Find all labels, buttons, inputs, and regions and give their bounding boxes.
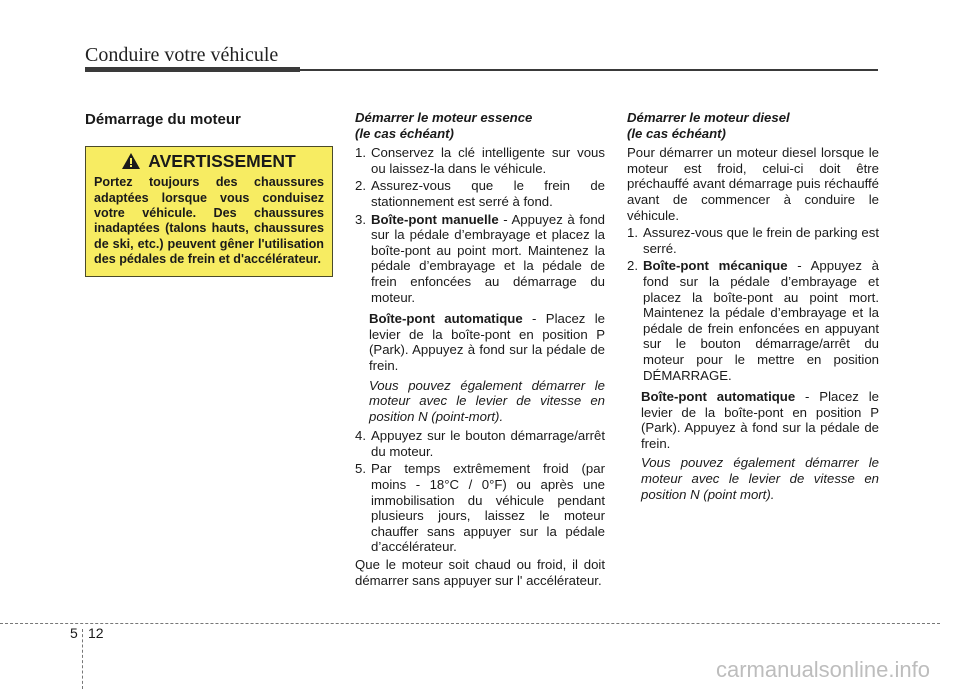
header-rule-thin: [300, 69, 878, 71]
section-title: Démarrage du moteur: [85, 111, 241, 128]
step-number: 2.: [355, 178, 366, 194]
gasoline-subtitle: [355, 110, 605, 141]
list-item: [355, 178, 605, 209]
column-middle: [355, 110, 605, 590]
page-number: 12: [88, 625, 104, 641]
automatic-note: Vous pouvez également démarrer le moteur avec le levier de vitesse en position N (point-mort).: [369, 377, 605, 424]
list-item: [355, 461, 605, 555]
warning-text: Portez toujours des chaussures adaptées lorsque vous conduisez votre véhicule. Des chaussures inadaptées (talons hauts, chaussures de ski, etc.) peuvent gêner l'utilisation des pédales de frein et d'accélérateur.: [94, 175, 324, 267]
automatic-text: - Placez le levier de la boîte-pont en position P (Park). Appuyez à fond sur la pédale de frein.: [369, 311, 606, 373]
step-text: [371, 212, 605, 306]
step-body: - Appuyez à fond sur la pédale d’embrayage et placez la boîte-pont au point mort. Maintenez la pédale d’embrayage et la pédale de frein enfoncées en appuyant sur le bouton démarrage/arrêt du moteur pour le mettre en position DÉMARRAGE.: [643, 258, 879, 383]
footer-vertical-divider: [82, 629, 83, 689]
column-right: [627, 110, 879, 506]
warning-title: AVERTISSEMENT: [148, 151, 296, 172]
list-item: [627, 258, 879, 383]
warning-triangle-icon: [122, 153, 140, 172]
step-number: 2.: [627, 258, 638, 274]
step-body: - Appuyez à fond sur la pédale d’embrayage et placez la boîte-pont au point mort. Maintenez la pédale d’embrayage et la pédale de frein enfoncées au démarrage du moteur.: [371, 211, 605, 305]
warning-box: [85, 146, 333, 277]
step-text: Conservez la clé intelligente sur vous ou laissez-la dans le véhicule.: [371, 145, 605, 176]
gasoline-subtitle-line1: Démarrer le moteur essence: [355, 110, 533, 125]
step-text: Appuyez sur le bouton démarrage/arrêt du moteur.: [371, 428, 605, 459]
closing-paragraph: Que le moteur soit chaud ou froid, il doit démarrer sans appuyer sur l' accélérateur.: [355, 557, 605, 588]
watermark: carmanualsonline.info: [715, 657, 930, 682]
list-item: [355, 428, 605, 459]
automatic-label: Boîte-pont automatique: [369, 311, 523, 327]
diesel-subtitle: [627, 110, 879, 141]
automatic-text: - Placez le levier de la boîte-pont en position P (Park). Appuyez à fond sur la pédale de frein.: [641, 389, 880, 451]
warning-header: [94, 153, 324, 172]
step-bold-label: Boîte-pont manuelle: [371, 211, 499, 227]
step-number: 3.: [355, 211, 366, 227]
automatic-note: Vous pouvez également démarrer le moteur avec le levier de vitesse en position N (point mort).: [641, 455, 879, 502]
step-number: 1.: [355, 145, 366, 161]
footer-divider: [0, 623, 940, 624]
list-item: [355, 212, 605, 306]
step-bold-label: Boîte-pont mécanique: [643, 258, 788, 274]
step-number: 1.: [627, 225, 638, 241]
page-header-title: Conduire votre véhicule: [85, 44, 279, 66]
step-text: Par temps extrêmement froid (par moins - 18°C / 0°F) ou après une immobilisation du véhicule pendant plusieurs jours, laissez le moteur chauffer sans appuyer sur la pédale d’accélérateur.: [371, 461, 605, 555]
automatic-paragraph: [369, 311, 605, 373]
step-number: 4.: [355, 428, 366, 444]
diesel-subtitle-line2: (le cas échéant): [627, 125, 726, 141]
chapter-number: 5: [70, 625, 78, 641]
step-text: Assurez-vous que le frein de parking est serré.: [643, 225, 879, 256]
gasoline-subtitle-line2: (le cas échéant): [355, 125, 454, 141]
list-item: [355, 145, 605, 176]
step-text: Assurez-vous que le frein de stationnement est serré à fond.: [371, 178, 605, 209]
column-left: [85, 112, 333, 277]
diesel-subtitle-line1: Démarrer le moteur diesel: [627, 110, 790, 125]
step-text: [643, 258, 879, 383]
step-number: 5.: [355, 461, 366, 477]
header-rule-thick: [85, 67, 300, 72]
automatic-label: Boîte-pont automatique: [641, 389, 796, 405]
automatic-paragraph: [641, 389, 879, 451]
diesel-intro: Pour démarrer un moteur diesel lorsque le moteur est froid, celui-ci doit être préchauffé avant démarrage puis réchauffé avant de commencer à conduire le véhicule.: [627, 145, 879, 223]
list-item: [627, 225, 879, 256]
